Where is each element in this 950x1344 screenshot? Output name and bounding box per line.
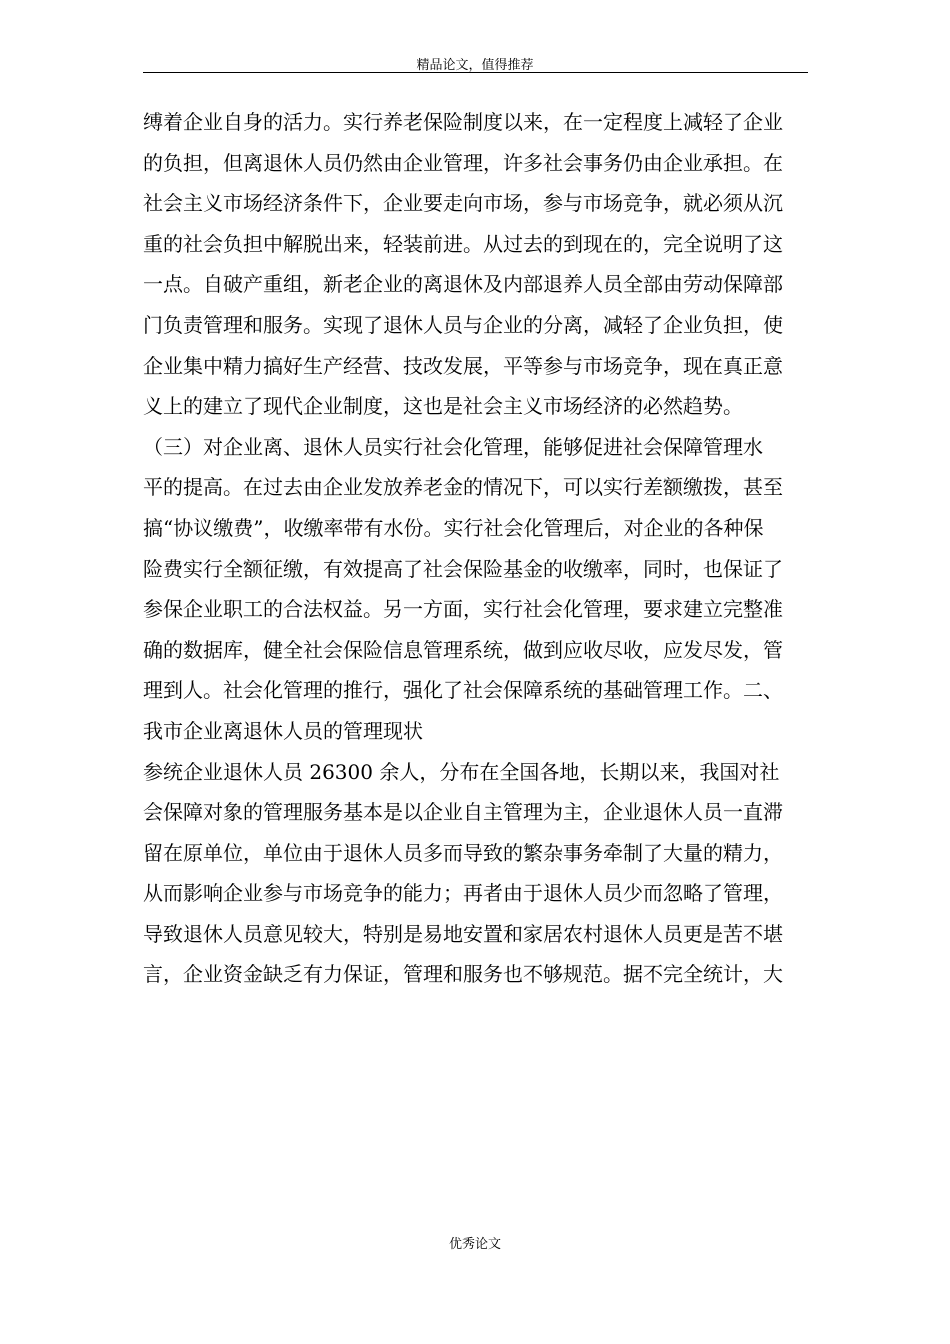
text-line: 导致退休人员意见较大，特别是易地安置和家居农村退休人员更是苦不堪 — [143, 921, 783, 946]
text-line: 会保障对象的管理服务基本是以企业自主管理为主，企业退休人员一直滞 — [143, 800, 783, 825]
text-line: 门负责管理和服务。实现了退休人员与企业的分离，减轻了企业负担，使 — [143, 312, 783, 337]
text-line: 社会主义市场经济条件下，企业要走向市场，参与市场竞争，就必须从沉 — [143, 191, 783, 216]
text-line: 参统企业退休人员 26300 余人，分布在全国各地，长期以来，我国对社 — [143, 759, 780, 784]
header-divider — [143, 72, 808, 73]
text-line: 留在原单位，单位由于退休人员多而导致的繁杂事务牵制了大量的精力， — [143, 840, 783, 865]
text-line: 企业集中精力搞好生产经营、技改发展，平等参与市场竞争，现在真正意 — [143, 353, 783, 378]
text-line: 参保企业职工的合法权益。另一方面，实行社会化管理，要求建立完整准 — [143, 597, 783, 622]
page-footer: 优秀论文 — [448, 1237, 501, 1252]
text-line: 理到人。社会化管理的推行，强化了社会保障系统的基础管理工作。二、 — [143, 678, 783, 703]
text-line: 险费实行全额征缴，有效提高了社会保险基金的收缴率，同时，也保证了 — [143, 556, 783, 581]
text-line: 缚着企业自身的活力。实行养老保险制度以来，在一定程度上减轻了企业 — [143, 110, 783, 134]
text-line: 搞“协议缴费”，收缴率带有水份。实行社会化管理后，对企业的各种保 — [143, 515, 764, 540]
text-line: 一点。自破产重组，新老企业的离退休及内部退养人员全部由劳动保障部 — [143, 272, 783, 297]
text-line: 重的社会负担中解脱出来，轻装前进。从过去的到现在的，完全说明了这 — [143, 231, 783, 256]
text-line: 的负担，但离退休人员仍然由企业管理，许多社会事务仍由企业承担。在 — [143, 150, 783, 175]
page-header: 精品论文，值得推荐 — [416, 58, 534, 73]
text-line: 确的数据库，健全社会保险信息管理系统，做到应收尽收，应发尽发，管 — [143, 637, 783, 662]
text-line: （三）对企业离、退休人员实行社会化管理，能够促进社会保障管理水 — [143, 434, 763, 459]
text-line: 我市企业离退休人员的管理现状 — [143, 718, 423, 743]
text-line: 义上的建立了现代企业制度，这也是社会主义市场经济的必然趋势。 — [143, 394, 743, 419]
text-line: 平的提高。在过去由企业发放养老金的情况下，可以实行差额缴拨，甚至 — [143, 475, 783, 500]
text-line: 从而影响企业参与市场竞争的能力；再者由于退休人员少而忽略了管理， — [143, 881, 783, 906]
body-text — [143, 102, 808, 995]
text-line: 言，企业资金缺乏有力保证，管理和服务也不够规范。据不完全统计，大 — [143, 962, 783, 987]
